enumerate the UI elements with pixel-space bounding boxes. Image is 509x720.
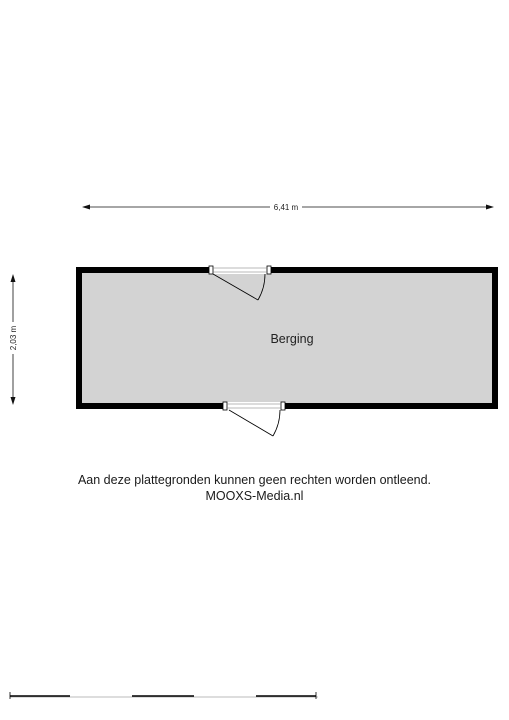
arrow-down-icon (11, 397, 16, 405)
room-label: Berging (270, 332, 314, 346)
door-swing-arc (273, 410, 280, 436)
disclaimer-text: Aan deze plattegronden kunnen geen rechten worden ontleend. (77, 473, 432, 487)
arrow-right-icon (486, 205, 494, 210)
width-dimension (82, 203, 494, 212)
depth-dimension (9, 274, 18, 405)
depth-dimension-label: 2,03 m (9, 325, 18, 351)
room-berging (79, 270, 495, 406)
bottom-door (223, 402, 285, 436)
arrow-up-icon (11, 274, 16, 282)
width-dimension-label: 6,41 m (273, 203, 299, 212)
door-leaf (229, 410, 273, 436)
scale-bar (10, 692, 318, 699)
arrow-left-icon (82, 205, 90, 210)
credit-text: MOOXS-Media.nl (205, 489, 304, 503)
